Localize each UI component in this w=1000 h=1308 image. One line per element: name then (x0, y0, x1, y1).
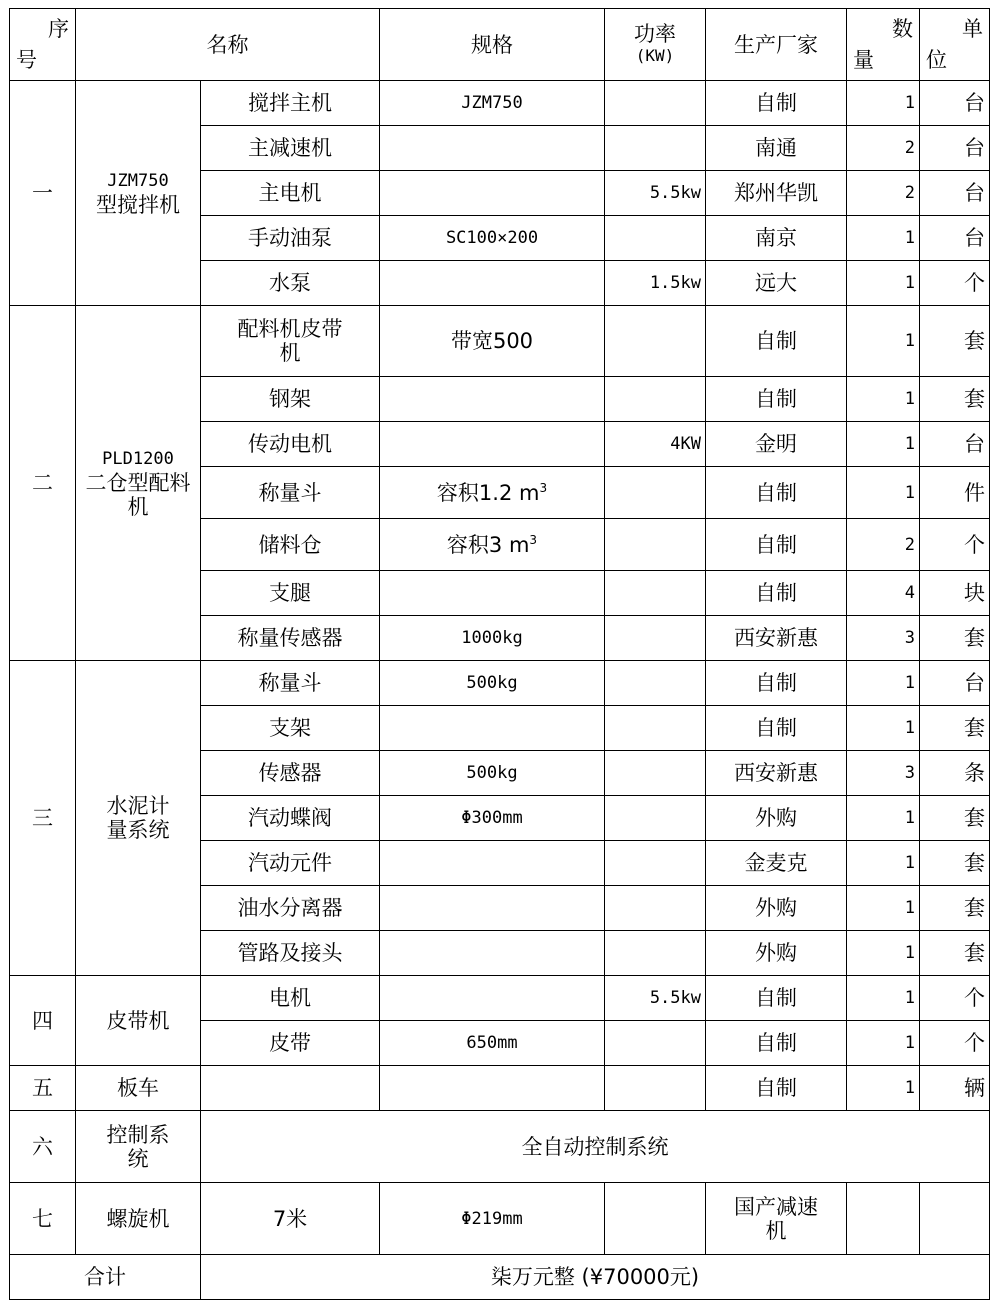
item-name: 电机 (201, 976, 380, 1021)
item-power (605, 467, 706, 519)
item-qty: 3 (847, 751, 920, 796)
item-spec: SC100×200 (380, 216, 605, 261)
header-maker: 生产厂家 (706, 9, 847, 81)
table-row (10, 661, 990, 706)
item-qty: 1 (847, 796, 920, 841)
item-spec (380, 976, 605, 1021)
item-power (605, 216, 706, 261)
table-row (10, 1066, 990, 1111)
item-power (605, 1021, 706, 1066)
header-seq: 序 号 (10, 9, 76, 81)
item-qty: 1 (847, 422, 920, 467)
item-name: 手动油泵 (201, 216, 380, 261)
item-maker: 金明 (706, 422, 847, 467)
item-name: 储料仓 (201, 519, 380, 571)
item-maker: 自制 (706, 81, 847, 126)
item-spec: Φ219mm (380, 1183, 605, 1255)
item-qty: 1 (847, 306, 920, 377)
item-qty: 1 (847, 661, 920, 706)
item-maker: 外购 (706, 796, 847, 841)
header-row (10, 9, 990, 81)
item-maker: 自制 (706, 1066, 847, 1111)
item-unit: 套 (920, 616, 990, 661)
item-qty: 3 (847, 616, 920, 661)
item-name: 支腿 (201, 571, 380, 616)
item-qty: 1 (847, 216, 920, 261)
item-name: 配料机皮带 机 (201, 306, 380, 377)
item-maker: 远大 (706, 261, 847, 306)
header-spec: 规格 (380, 9, 605, 81)
item-spec (380, 571, 605, 616)
item-maker: 自制 (706, 661, 847, 706)
item-name: 7米 (201, 1183, 380, 1255)
item-qty: 2 (847, 126, 920, 171)
item-maker: 自制 (706, 519, 847, 571)
item-qty (847, 1183, 920, 1255)
item-power: 5.5kw (605, 976, 706, 1021)
item-power (605, 306, 706, 377)
group-seq: 七 (10, 1183, 76, 1255)
item-qty: 1 (847, 976, 920, 1021)
group-seq: 三 (10, 661, 76, 976)
item-name: 主电机 (201, 171, 380, 216)
item-unit: 个 (920, 1021, 990, 1066)
item-maker: 南京 (706, 216, 847, 261)
item-name: 搅拌主机 (201, 81, 380, 126)
item-unit: 台 (920, 216, 990, 261)
group-name: PLD1200 二仓型配料 机 (76, 306, 201, 661)
item-maker: 自制 (706, 306, 847, 377)
item-maker: 自制 (706, 467, 847, 519)
header-unit: 单 位 (920, 9, 990, 81)
item-power: 4KW (605, 422, 706, 467)
group-name: 水泥计 量系统 (76, 661, 201, 976)
item-spec (380, 171, 605, 216)
item-qty: 1 (847, 467, 920, 519)
item-name: 称量斗 (201, 467, 380, 519)
item-spec (380, 261, 605, 306)
item-unit: 条 (920, 751, 990, 796)
item-unit: 辆 (920, 1066, 990, 1111)
item-maker: 外购 (706, 886, 847, 931)
item-qty: 1 (847, 886, 920, 931)
item-qty: 4 (847, 571, 920, 616)
group-seq: 四 (10, 976, 76, 1066)
group-seq: 五 (10, 1066, 76, 1111)
item-unit: 个 (920, 519, 990, 571)
item-unit: 块 (920, 571, 990, 616)
item-maker: 自制 (706, 377, 847, 422)
group-name: 螺旋机 (76, 1183, 201, 1255)
item-unit: 套 (920, 306, 990, 377)
item-name: 汽动元件 (201, 841, 380, 886)
item-power: 1.5kw (605, 261, 706, 306)
table-row (10, 1111, 990, 1183)
item-unit: 套 (920, 841, 990, 886)
item-spec: 500kg (380, 661, 605, 706)
group-name: 板车 (76, 1066, 201, 1111)
item-maker: 自制 (706, 706, 847, 751)
item-power (605, 571, 706, 616)
item-unit (920, 1183, 990, 1255)
item-spec (380, 422, 605, 467)
group-name: 皮带机 (76, 976, 201, 1066)
table-row (10, 81, 990, 126)
item-name: 传动电机 (201, 422, 380, 467)
item-qty: 1 (847, 261, 920, 306)
item-name (201, 1066, 380, 1111)
item-qty: 1 (847, 1021, 920, 1066)
item-unit: 套 (920, 796, 990, 841)
item-power: 5.5kw (605, 171, 706, 216)
item-maker: 自制 (706, 976, 847, 1021)
item-spec (380, 886, 605, 931)
item-power (605, 751, 706, 796)
total-label: 合计 (10, 1255, 201, 1300)
item-qty: 1 (847, 841, 920, 886)
item-maker: 西安新惠 (706, 616, 847, 661)
item-qty: 1 (847, 81, 920, 126)
item-power (605, 1183, 706, 1255)
header-name: 名称 (76, 9, 380, 81)
item-maker: 金麦克 (706, 841, 847, 886)
item-power (605, 616, 706, 661)
item-unit: 件 (920, 467, 990, 519)
item-name: 油水分离器 (201, 886, 380, 931)
item-unit: 台 (920, 422, 990, 467)
item-spec: Φ300mm (380, 796, 605, 841)
item-unit: 个 (920, 976, 990, 1021)
item-unit: 套 (920, 931, 990, 976)
control-system-cell: 全自动控制系统 (201, 1111, 990, 1183)
item-spec (380, 931, 605, 976)
item-spec (380, 1066, 605, 1111)
item-spec: 带宽500 (380, 306, 605, 377)
item-name: 支架 (201, 706, 380, 751)
header-qty: 数 量 (847, 9, 920, 81)
item-unit: 个 (920, 261, 990, 306)
item-spec: 1000kg (380, 616, 605, 661)
item-maker: 国产减速 机 (706, 1183, 847, 1255)
item-spec: JZM750 (380, 81, 605, 126)
item-unit: 套 (920, 706, 990, 751)
table-row (10, 976, 990, 1021)
total-value: 柒万元整 (¥70000元) (201, 1255, 990, 1300)
item-qty: 1 (847, 1066, 920, 1111)
item-maker: 西安新惠 (706, 751, 847, 796)
item-qty: 1 (847, 706, 920, 751)
table-row (10, 1183, 990, 1255)
header-power: 功率 (KW) (605, 9, 706, 81)
item-power (605, 1066, 706, 1111)
group-name: 控制系 统 (76, 1111, 201, 1183)
item-spec: 650mm (380, 1021, 605, 1066)
item-spec: 容积1.2 $m^3$ (380, 467, 605, 519)
group-seq: 二 (10, 306, 76, 661)
item-spec (380, 841, 605, 886)
item-power (605, 377, 706, 422)
item-power (605, 796, 706, 841)
item-name: 钢架 (201, 377, 380, 422)
item-qty: 2 (847, 519, 920, 571)
item-qty: 1 (847, 377, 920, 422)
equipment-list-table (9, 8, 990, 1300)
item-unit: 台 (920, 661, 990, 706)
group-seq: 一 (10, 81, 76, 306)
group-name: JZM750 型搅拌机 (76, 81, 201, 306)
item-name: 称量斗 (201, 661, 380, 706)
item-unit: 套 (920, 377, 990, 422)
item-maker: 自制 (706, 1021, 847, 1066)
item-name: 汽动蝶阀 (201, 796, 380, 841)
item-spec: 容积3 $m^3$ (380, 519, 605, 571)
item-spec: 500kg (380, 751, 605, 796)
item-spec (380, 706, 605, 751)
item-unit: 台 (920, 126, 990, 171)
item-spec (380, 126, 605, 171)
item-power (605, 886, 706, 931)
item-name: 称量传感器 (201, 616, 380, 661)
item-maker: 外购 (706, 931, 847, 976)
item-power (605, 931, 706, 976)
item-power (605, 841, 706, 886)
item-power (605, 519, 706, 571)
item-maker: 郑州华凯 (706, 171, 847, 216)
item-unit: 套 (920, 886, 990, 931)
item-power (605, 706, 706, 751)
item-spec (380, 377, 605, 422)
item-unit: 台 (920, 171, 990, 216)
item-unit: 台 (920, 81, 990, 126)
item-power (605, 661, 706, 706)
item-power (605, 81, 706, 126)
item-maker: 南通 (706, 126, 847, 171)
item-name: 主减速机 (201, 126, 380, 171)
table-row (10, 306, 990, 377)
item-name: 管路及接头 (201, 931, 380, 976)
item-qty: 1 (847, 931, 920, 976)
item-name: 水泵 (201, 261, 380, 306)
item-power (605, 126, 706, 171)
item-maker: 自制 (706, 571, 847, 616)
total-row (10, 1255, 990, 1300)
item-name: 皮带 (201, 1021, 380, 1066)
item-qty: 2 (847, 171, 920, 216)
group-seq: 六 (10, 1111, 76, 1183)
item-name: 传感器 (201, 751, 380, 796)
